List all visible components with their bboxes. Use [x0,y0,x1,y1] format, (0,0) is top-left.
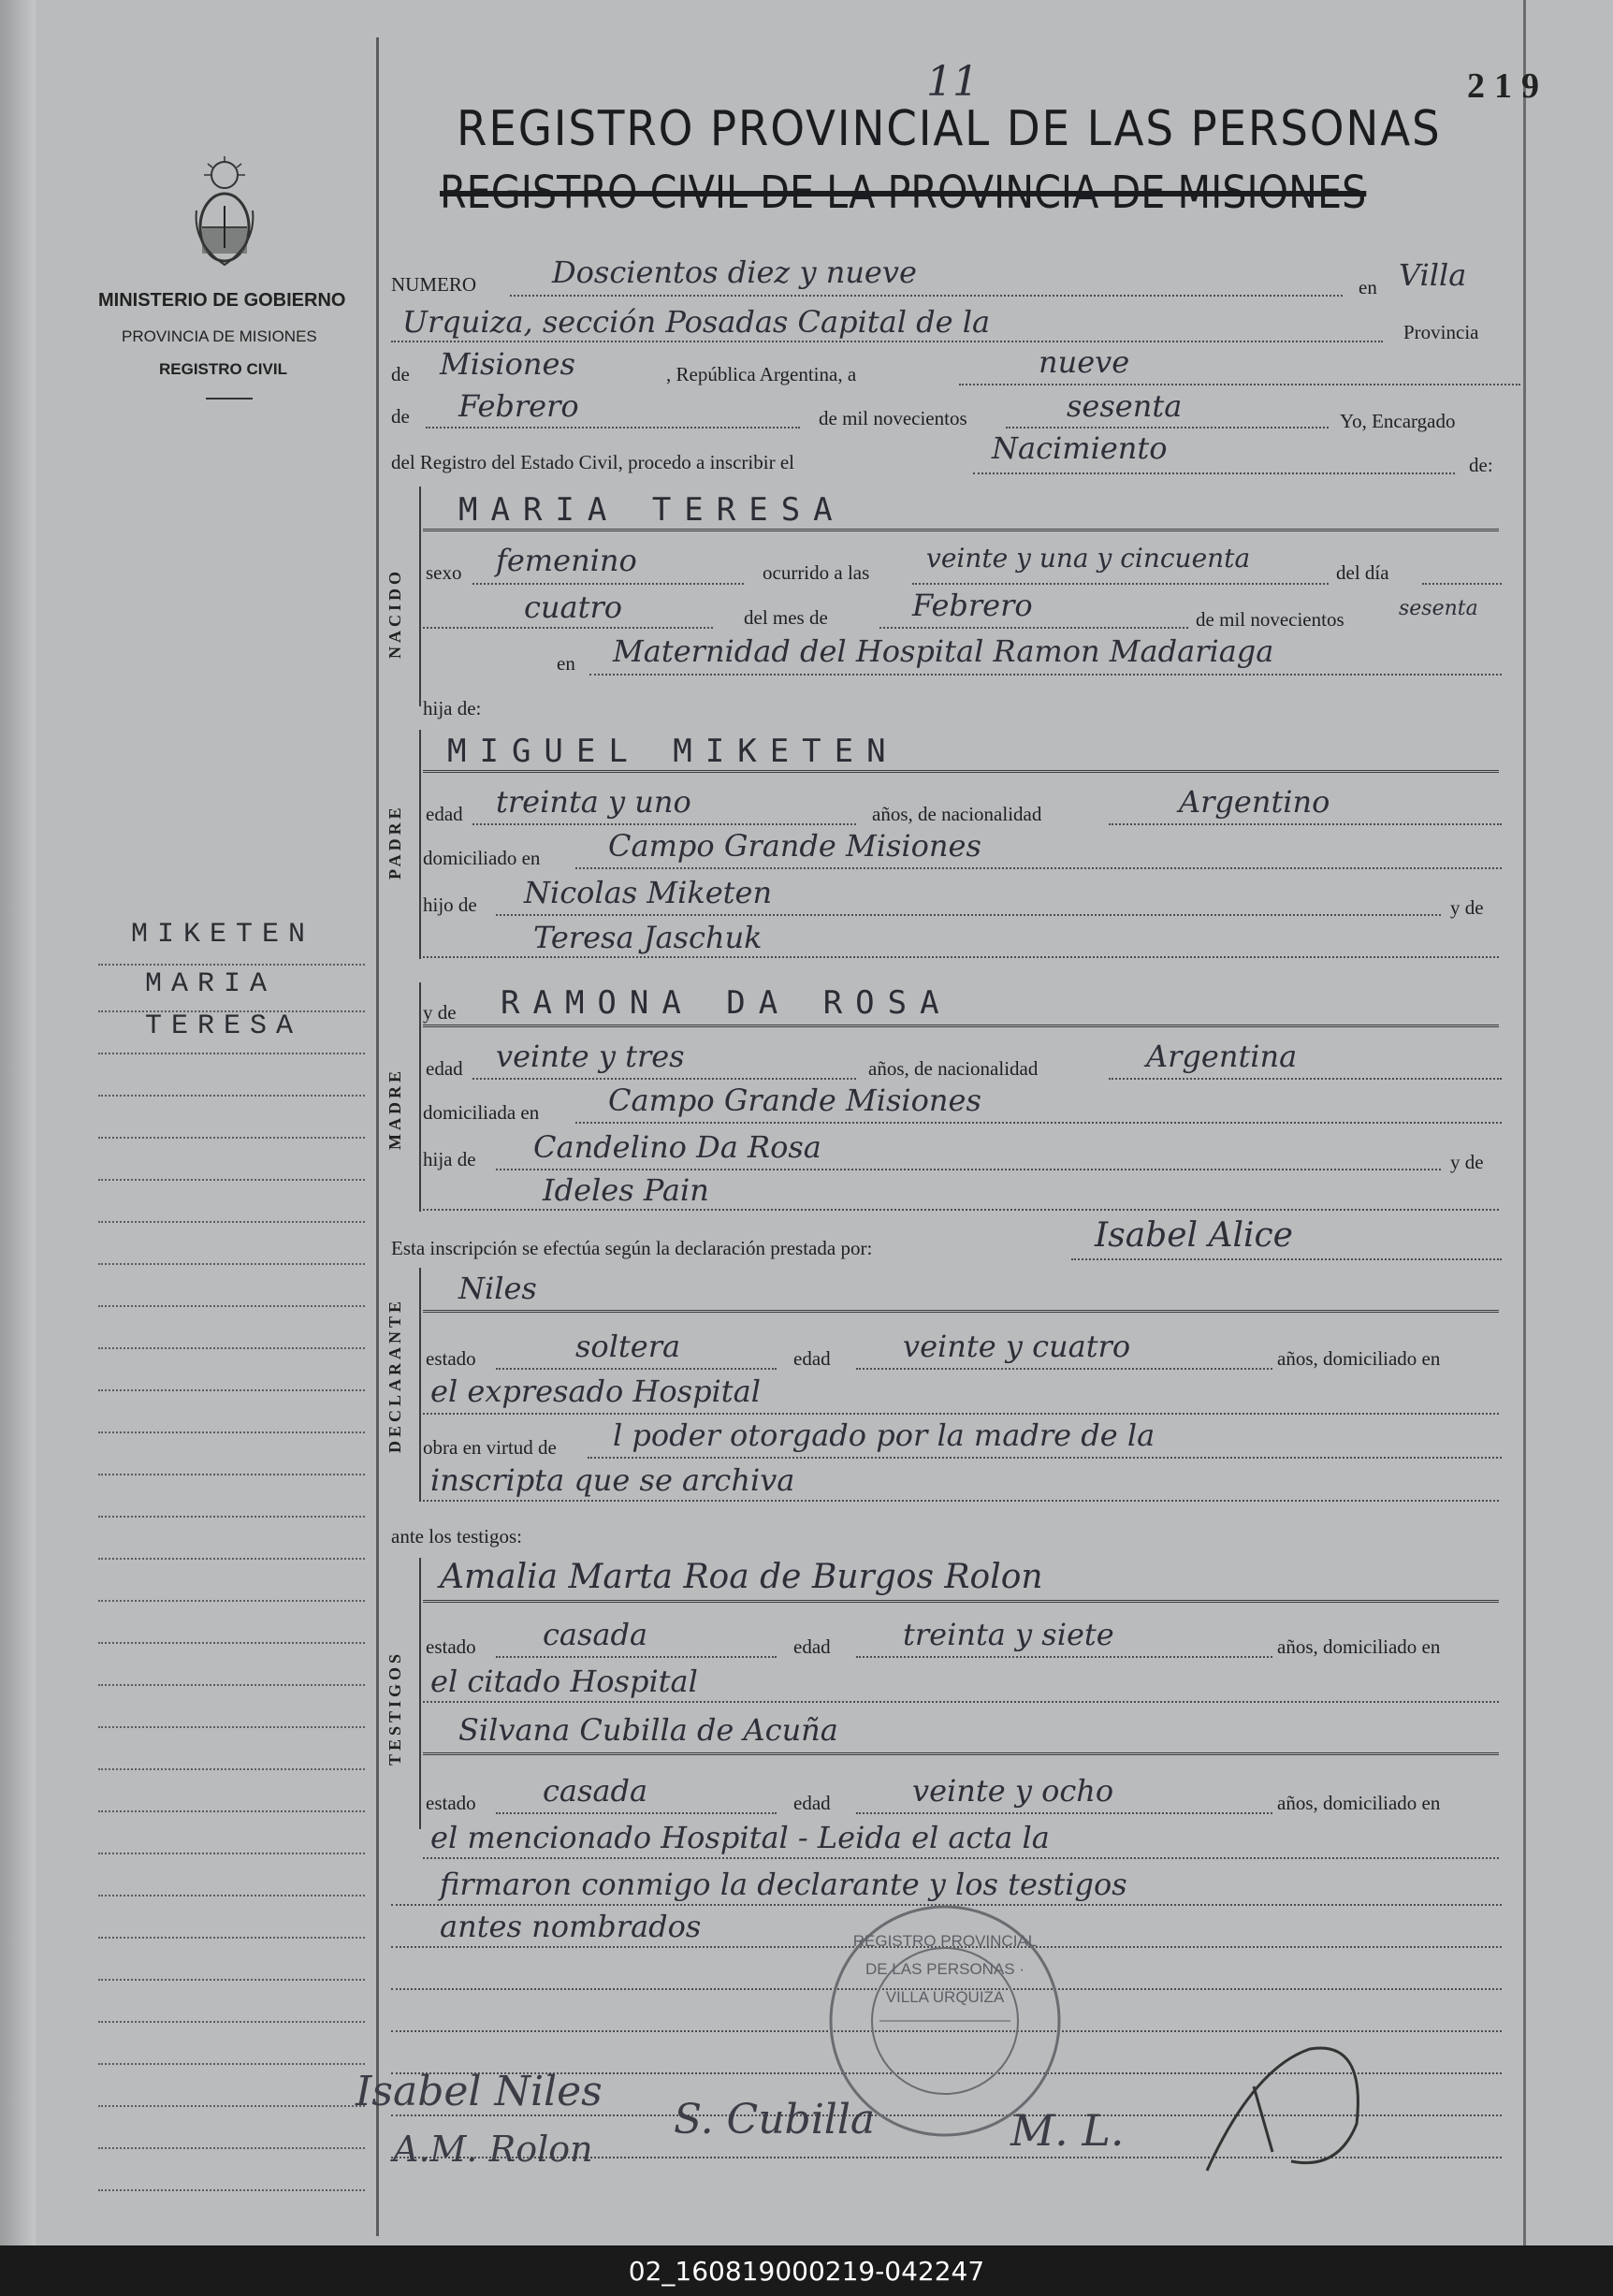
nacido-en-label: en [557,652,575,675]
hija-de-label: hija de: [423,697,482,719]
madre-y-de2-label: y de [1450,1151,1484,1173]
padre-edad-label: edad [426,803,463,825]
signature-declarante: Isabel Niles [356,2068,603,2115]
madre-anios-label: años, de nacionalidad [868,1057,1039,1080]
ocurrido-label: ocurrido a las [763,561,870,584]
hora-value: veinte y una y cincuenta [926,543,1251,574]
de-label-2: de [391,405,410,428]
madre-edad-value: veinte y tres [496,1039,685,1074]
margin-note-surname: MIKETEN [131,919,315,951]
testigo-2-edad-value: veinte y ocho [912,1773,1114,1809]
padre-madre-de-value: Teresa Jaschuk [533,920,763,955]
madre-hija-label: hija de [423,1148,476,1170]
testigo-1-domicilio-value: el citado Hospital [430,1664,698,1699]
place-value-2: Urquiza, sección Posadas Capital de la [402,304,991,340]
padre-edad-value: treinta y uno [496,784,691,820]
act-type-value: Nacimiento [992,430,1168,466]
testigo-2-estado-value: casada [543,1773,648,1809]
declarante-intro-label: Esta inscripción se efectúa según la declaración prestada por: [391,1237,873,1259]
madre-name: RAMONA DA ROSA [501,984,952,1022]
madre-madre-de-value: Ideles Pain [543,1172,709,1208]
margin-note-name-2: TERESA [145,1010,303,1042]
testigo-1-estado-value: casada [543,1617,648,1652]
footer-id: 02_160819000219-042247 [628,2255,985,2287]
declarante-estado-label: estado [426,1347,476,1370]
section-declarante: DECLARANTE [385,1297,404,1454]
padre-nacionalidad-value: Argentino [1179,784,1330,820]
right-rule [1523,0,1526,2245]
closing-line-1: firmaron conmigo la declarante y los testigos [440,1867,1127,1902]
testigos-ante-label: ante los testigos: [391,1525,522,1548]
padre-y-de-label: y de [1450,896,1484,919]
madre-domicilio-value: Campo Grande Misiones [608,1083,981,1118]
day-value: nueve [1039,344,1130,380]
de-label-1: de [391,363,410,385]
del-mes-label: del mes de [744,606,828,629]
title-annotation: 11 [926,58,979,106]
ministry-label: MINISTERIO DE GOBIERNO [98,290,346,311]
dia-value: cuatro [524,589,623,625]
padre-anios-label: años, de nacionalidad [872,803,1042,825]
numero-label: NUMERO [391,273,477,296]
mil-label: de mil novecientos [819,407,967,429]
declarante-name-2: Niles [458,1271,537,1306]
mes-value: Febrero [912,588,1033,623]
padre-domicilio-value: Campo Grande Misiones [608,828,981,864]
provincia-value: Misiones [440,346,575,382]
testigo-2-name: Silvana Cubilla de Acuña [458,1712,838,1748]
declarante-anios-label: años, domiciliado en [1277,1347,1441,1370]
testigo-2-domicilio-value: el mencionado Hospital - Leida el acta la [430,1820,1050,1855]
madre-edad-label: edad [426,1057,463,1080]
declarante-edad-value: veinte y cuatro [903,1329,1131,1364]
sexo-label: sexo [426,561,462,584]
ministry-divider [206,398,253,400]
registro-label: del Registro del Estado Civil, procedo a inscribir el [391,451,794,473]
padre-padre-de-value: Nicolas Miketen [524,875,773,910]
declarante-estado-value: soltera [575,1329,681,1364]
del-dia-label: del día [1336,561,1389,584]
margin-rule [376,37,379,2236]
signature-flourish [1198,1993,1403,2180]
nacido-name: MARIA TERESA [458,491,846,529]
declarante-name-1: Isabel Alice [1095,1216,1293,1255]
lugar-value: Maternidad del Hospital Ramon Madariaga [613,633,1274,669]
padre-domicilio-label: domiciliado en [423,847,541,869]
section-testigos: TESTIGOS [385,1649,404,1766]
province-label: PROVINCIA DE MISIONES [122,327,317,345]
testigo-1-name: Amalia Marta Roa de Burgos Rolon [440,1558,1043,1596]
declarante-domicilio-value: el expresado Hospital [430,1373,761,1409]
coat-of-arms-icon [187,154,262,276]
binding-edge [0,0,36,2245]
nacido-mil-label: de mil novecientos [1196,608,1344,631]
obra-value-2: inscripta que se archiva [430,1462,795,1498]
testigo-1-edad-value: treinta y siete [903,1617,1114,1652]
sexo-value: femenino [496,543,637,578]
obra-label: obra en virtud de [423,1436,557,1459]
office-label: REGISTRO CIVIL [159,360,287,378]
testigo-1-estado-label: estado [426,1635,476,1658]
year-value: sesenta [1067,388,1183,424]
padre-hijo-label: hijo de [423,894,477,916]
madre-padre-de-value: Candelino Da Rosa [533,1129,821,1165]
testigo-2-edad-label: edad [793,1792,831,1814]
month-value: Febrero [458,388,579,424]
section-nacido: NACIDO [385,567,404,659]
provincia-label: Provincia [1403,321,1479,343]
republica-label: , República Argentina, a [666,363,857,385]
margin-note-name-1: MARIA [145,968,277,1000]
obra-value-1: l poder otorgado por la madre de la [613,1417,1155,1453]
numero-value: Doscientos diez y nueve [552,254,917,290]
closing-line-2: antes nombrados [440,1909,702,1944]
folio-number: 219 [1467,66,1548,106]
padre-name: MIGUEL MIKETEN [447,733,899,770]
section-padre: PADRE [385,804,404,880]
yo-label: Yo, Encargado [1340,410,1456,432]
signature-testigo-1: A.M. Rolon [393,2129,593,2170]
de-colon-label: de: [1469,454,1493,476]
footer-bar [0,2245,1613,2296]
signature-testigo-2: S. Cubilla [674,2096,876,2143]
signature-encargado: M. L. [1010,2105,1125,2156]
madre-domicilio-label: domiciliada en [423,1101,540,1124]
testigo-1-anios-label: años, domiciliado en [1277,1635,1441,1658]
testigo-2-anios-label: años, domiciliado en [1277,1792,1441,1814]
section-madre: MADRE [385,1068,404,1150]
en-label: en [1359,276,1377,298]
madre-nacionalidad-value: Argentina [1146,1039,1298,1074]
declarante-edad-label: edad [793,1347,831,1370]
testigo-2-estado-label: estado [426,1792,476,1814]
page-title: REGISTRO PROVINCIAL DE LAS PERSONAS [457,101,1442,157]
anio-value: sesenta [1399,597,1478,620]
stamp-text: REGISTRO PROVINCIAL DE LAS PERSONAS · VILLA URQUIZA [852,1932,1038,2006]
madre-y-de-label: y de [423,1001,457,1024]
place-value-1: Villa [1399,257,1467,293]
struck-title: REGISTRO CIVIL DE LA PROVINCIA DE MISIONES [440,167,1367,219]
testigo-1-edad-label: edad [793,1635,831,1658]
